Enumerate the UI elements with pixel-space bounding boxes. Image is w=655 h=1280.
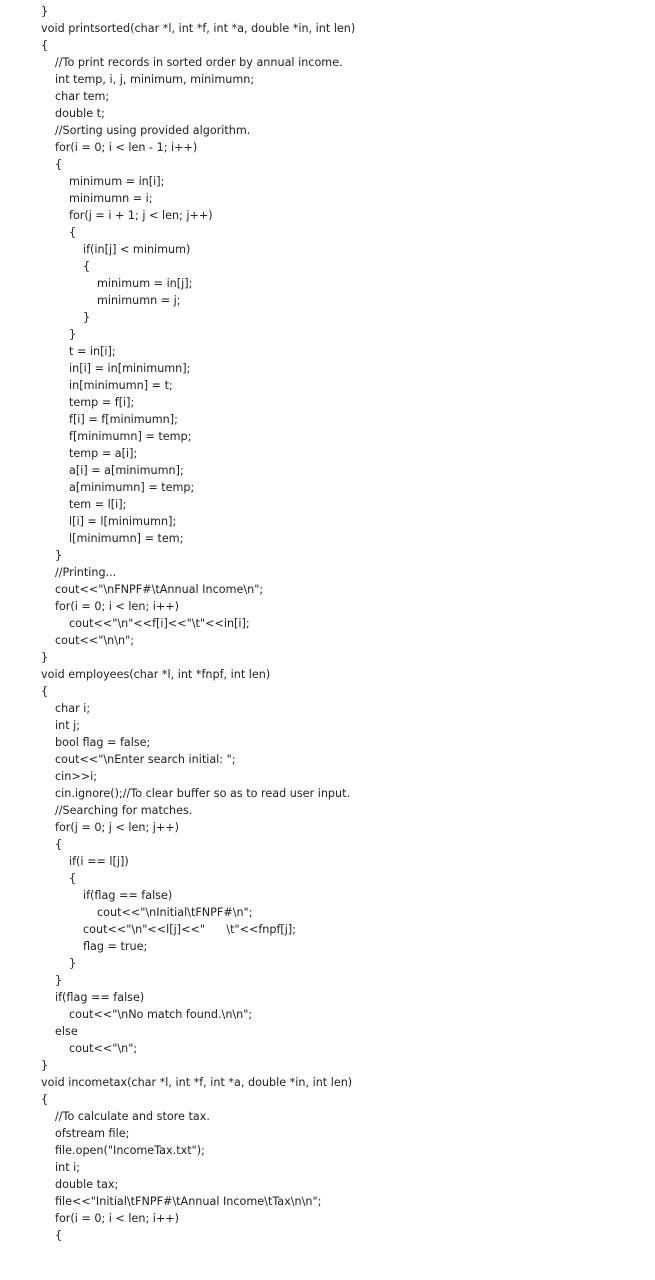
code-line: l[i] = l[minimumn]; — [69, 515, 177, 528]
code-line: { — [69, 872, 77, 885]
code-line: cout<<"\nNo match found.\n\n"; — [69, 1008, 253, 1021]
code-line: temp = f[i]; — [69, 396, 135, 409]
code-line: //To print records in sorted order by annual income. — [55, 56, 343, 69]
code-line: } — [69, 328, 77, 341]
code-line: { — [55, 838, 63, 851]
code-line: else — [55, 1025, 78, 1038]
code-line: } — [41, 5, 49, 18]
code-line: minimumn = j; — [97, 294, 181, 307]
code-line: l[minimumn] = tem; — [69, 532, 184, 545]
code-line: } — [83, 311, 91, 324]
code-line: a[minimumn] = temp; — [69, 481, 195, 494]
code-line: cout<<"\n"; — [69, 1042, 138, 1055]
code-line: cout<<"\nEnter search initial: "; — [55, 753, 236, 766]
code-line: for(i = 0; i < len - 1; i++) — [55, 141, 198, 154]
code-line: if(flag == false) — [55, 991, 145, 1004]
code-line: for(j = i + 1; j < len; j++) — [69, 209, 213, 222]
code-line: file.open("IncomeTax.txt"); — [55, 1144, 205, 1157]
code-line: if(flag == false) — [83, 889, 173, 902]
code-line: file<<"Initial\tFNPF#\tAnnual Income\tTax\n\n"; — [55, 1195, 322, 1208]
code-line: //Sorting using provided algorithm. — [55, 124, 251, 137]
code-line: cin.ignore();//To clear buffer so as to read user input. — [55, 787, 351, 800]
code-line: } — [69, 957, 77, 970]
code-line: ofstream file; — [55, 1127, 130, 1140]
code-line: int i; — [55, 1161, 81, 1174]
code-line: in[i] = in[minimumn]; — [69, 362, 191, 375]
code-line: } — [55, 974, 63, 987]
code-line: char tem; — [55, 90, 110, 103]
code-line: { — [41, 39, 49, 52]
code-line: char i; — [55, 702, 91, 715]
code-line: cin>>i; — [55, 770, 97, 783]
code-line: minimumn = i; — [69, 192, 153, 205]
code-line: for(i = 0; i < len; i++) — [55, 600, 180, 613]
code-line: { — [83, 260, 91, 273]
code-line: in[minimumn] = t; — [69, 379, 173, 392]
code-line: //To calculate and store tax. — [55, 1110, 210, 1123]
code-line: for(i = 0; i < len; i++) — [55, 1212, 180, 1225]
code-line: { — [55, 1229, 63, 1242]
code-line: cout<<"\nFNPF#\tAnnual Income\n"; — [55, 583, 264, 596]
code-line: int j; — [55, 719, 81, 732]
code-line: cout<<"\n\n"; — [55, 634, 135, 647]
code-line: tem = l[i]; — [69, 498, 127, 511]
code-line: void employees(char *l, int *fnpf, int len) — [41, 668, 271, 681]
code-line: t = in[i]; — [69, 345, 116, 358]
code-line: int temp, i, j, minimum, minimumn; — [55, 73, 255, 86]
code-line: void incometax(char *l, int *f, int *a, double *in, int len) — [41, 1076, 353, 1089]
code-line: cout<<"\n"<<l[j]<<" \t"<<fnpf[j]; — [83, 923, 297, 936]
code-line: a[i] = a[minimumn]; — [69, 464, 184, 477]
code-line: temp = a[i]; — [69, 447, 138, 460]
code-line: cout<<"\nInitial\tFNPF#\n"; — [97, 906, 253, 919]
code-line: double tax; — [55, 1178, 119, 1191]
code-line: { — [55, 158, 63, 171]
code-line: minimum = in[j]; — [97, 277, 193, 290]
code-line: //Printing... — [55, 566, 117, 579]
code-line: f[i] = f[minimumn]; — [69, 413, 178, 426]
code-line: for(j = 0; j < len; j++) — [55, 821, 180, 834]
code-line: bool flag = false; — [55, 736, 151, 749]
code-line: } — [41, 1059, 49, 1072]
code-line: minimum = in[i]; — [69, 175, 165, 188]
code-line: } — [41, 651, 49, 664]
code-line: } — [55, 549, 63, 562]
code-line: f[minimumn] = temp; — [69, 430, 192, 443]
code-line: double t; — [55, 107, 105, 120]
code-line: { — [69, 226, 77, 239]
code-listing — [0, 3, 655, 1244]
code-line: void printsorted(char *l, int *f, int *a, double *in, int len) — [41, 22, 356, 35]
code-line: //Searching for matches. — [55, 804, 193, 817]
code-line: { — [41, 1093, 49, 1106]
code-line: if(in[j] < minimum) — [83, 243, 191, 256]
code-line: cout<<"\n"<<f[i]<<"\t"<<in[i]; — [69, 617, 250, 630]
code-line: { — [41, 685, 49, 698]
code-line: if(i == l[j]) — [69, 855, 129, 868]
code-line: flag = true; — [83, 940, 148, 953]
